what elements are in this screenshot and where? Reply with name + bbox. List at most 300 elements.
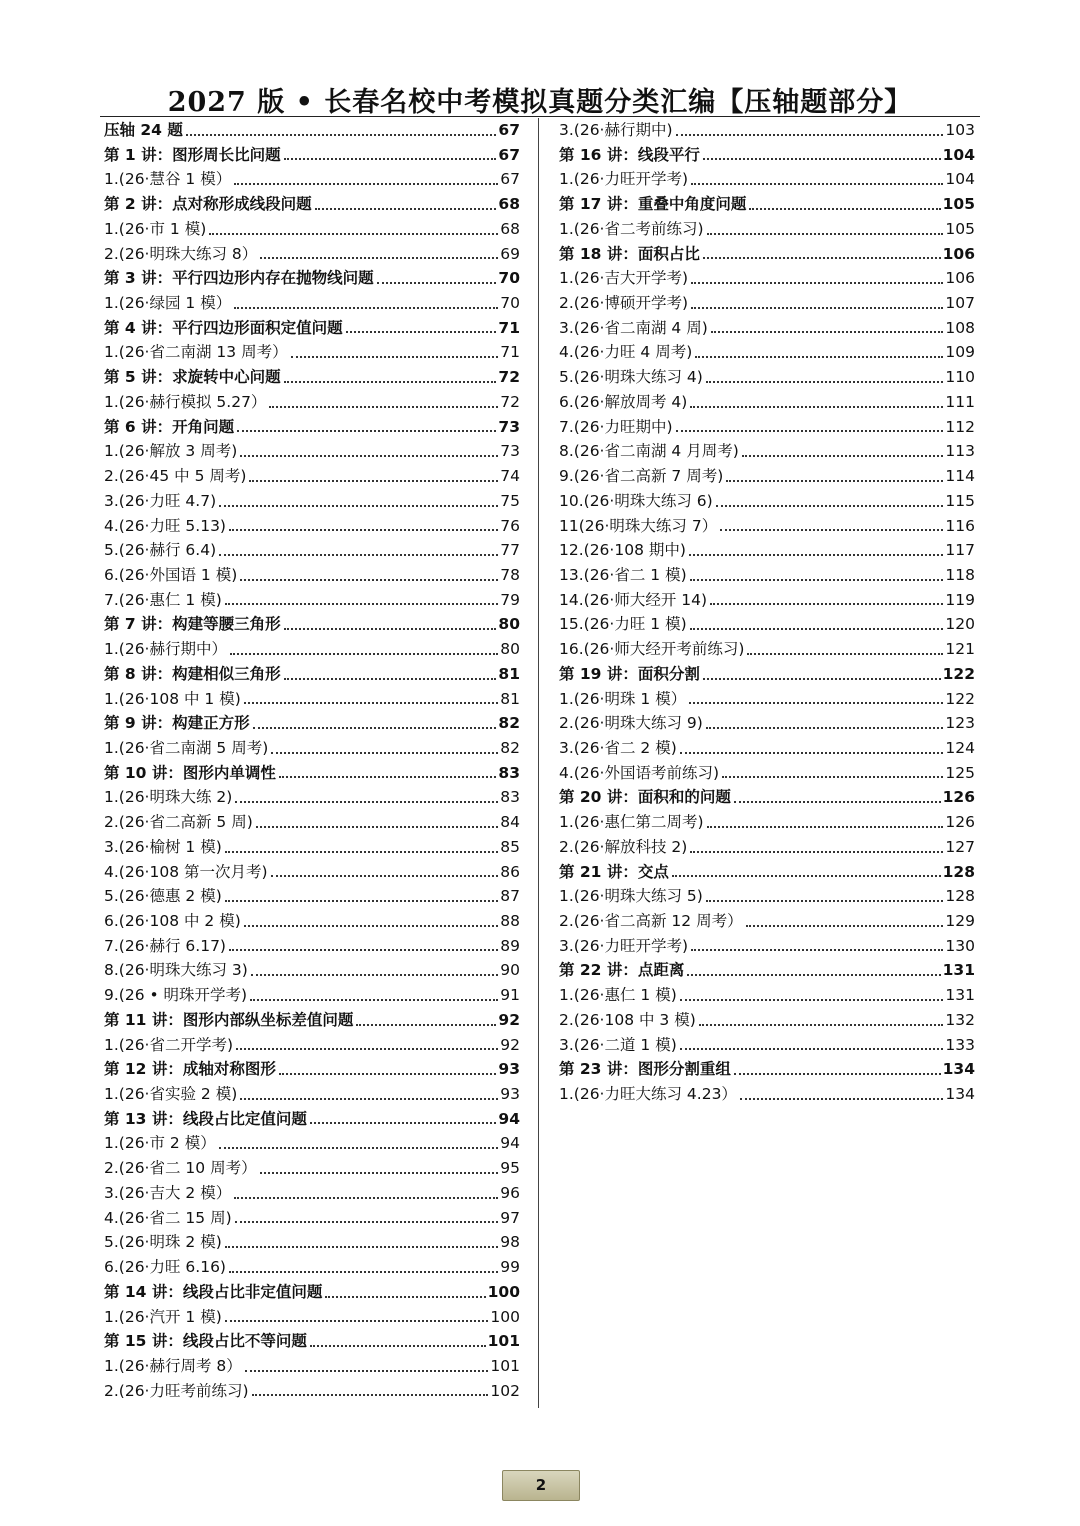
toc-page-number: 81 xyxy=(498,664,520,683)
toc-entry-label: 2.(26·45 中 5 周考) xyxy=(104,467,247,486)
toc-entry-label: 12.(26·108 期中) xyxy=(559,541,686,560)
dot-leader xyxy=(690,851,943,853)
toc-entry[interactable] xyxy=(559,365,975,390)
toc-right-column xyxy=(559,118,975,1107)
toc-entry[interactable] xyxy=(559,1033,975,1058)
dot-leader xyxy=(250,999,498,1001)
toc-section-heading[interactable] xyxy=(104,1008,520,1033)
toc-page-number: 129 xyxy=(945,912,975,930)
dot-leader xyxy=(690,406,943,408)
toc-entry[interactable] xyxy=(559,439,975,464)
toc-entry-label: 第 2 讲：点对称形成线段问题 xyxy=(104,195,312,214)
dot-leader xyxy=(734,1073,941,1075)
dot-leader xyxy=(240,455,498,457)
toc-section-heading[interactable] xyxy=(104,711,520,736)
toc-entry-label: 1.(26·赫行期中） xyxy=(104,640,227,659)
toc-page-number: 67 xyxy=(498,145,520,164)
toc-page-number: 106 xyxy=(945,269,975,288)
toc-entry-label: 6.(26·108 中 2 模) xyxy=(104,912,241,930)
toc-entry[interactable] xyxy=(559,934,975,959)
toc-entry[interactable] xyxy=(104,588,520,613)
toc-page-number: 105 xyxy=(942,195,975,214)
toc-entry-label: 3.(26·省二南湖 4 周) xyxy=(559,318,708,337)
dot-leader xyxy=(726,480,943,482)
toc-entry-label: 2.(26·108 中 3 模) xyxy=(559,1010,696,1029)
toc-entry-label: 15.(26·力旺 1 模) xyxy=(559,615,687,634)
toc-entry-label: 7.(26·赫行 6.17) xyxy=(104,936,226,955)
dot-leader xyxy=(676,430,944,432)
toc-entry-label: 3.(26·榆树 1 模) xyxy=(104,837,222,856)
dot-leader xyxy=(284,628,497,630)
toc-section-heading[interactable] xyxy=(104,1057,520,1082)
toc-entry[interactable] xyxy=(559,711,975,736)
toc-page-number: 126 xyxy=(942,788,975,807)
toc-page-number: 67 xyxy=(498,121,520,139)
toc-page-number: 79 xyxy=(500,590,520,609)
toc-page-number: 127 xyxy=(945,837,975,856)
toc-entry[interactable] xyxy=(104,514,520,539)
dot-leader xyxy=(356,1024,496,1026)
toc-entry[interactable] xyxy=(104,563,520,588)
dot-leader xyxy=(695,356,943,358)
toc-entry-label: 1.(26·省二考前练习) xyxy=(559,219,704,238)
toc-entry[interactable] xyxy=(104,1206,520,1231)
toc-page-number: 103 xyxy=(945,121,975,139)
toc-entry-label: 16.(26·师大经开考前练习) xyxy=(559,640,745,659)
toc-page-number: 120 xyxy=(945,615,975,634)
dot-leader xyxy=(680,1048,944,1050)
dot-leader xyxy=(747,653,943,655)
toc-entry-label: 9.(26·省二高新 7 周考) xyxy=(559,467,724,486)
toc-page-number: 75 xyxy=(500,491,520,510)
toc-page-number: 72 xyxy=(498,368,520,387)
toc-section-heading[interactable] xyxy=(559,785,975,810)
toc-entry[interactable] xyxy=(559,266,975,291)
dot-leader xyxy=(234,1197,498,1199)
toc-page-number: 74 xyxy=(500,467,520,486)
toc-entry[interactable] xyxy=(104,934,520,959)
toc-page-number: 86 xyxy=(500,862,520,881)
toc-section-heading[interactable] xyxy=(104,415,520,440)
toc-entry[interactable] xyxy=(559,415,975,440)
toc-entry-label: 10.(26·明珠大练习 6) xyxy=(559,491,713,510)
toc-entry-label: 8.(26·明珠大练习 3) xyxy=(104,961,248,980)
toc-page-number: 108 xyxy=(945,318,975,337)
toc-entry[interactable] xyxy=(559,736,975,761)
toc-page-number: 72 xyxy=(500,392,520,411)
dot-leader xyxy=(346,331,497,333)
toc-entry-label: 6.(26·力旺 6.16) xyxy=(104,1258,226,1277)
toc-entry-label: 第 20 讲：面积和的问题 xyxy=(559,788,731,807)
toc-page-number: 122 xyxy=(945,689,975,708)
toc-entry[interactable] xyxy=(104,390,520,415)
toc-entry-label: 第 16 讲：线段平行 xyxy=(559,145,700,164)
toc-entry-label: 第 15 讲：线段占比不等问题 xyxy=(104,1332,307,1351)
toc-page-number: 128 xyxy=(942,862,975,881)
toc-entry[interactable] xyxy=(559,612,975,637)
toc-entry[interactable] xyxy=(104,242,520,267)
dot-leader xyxy=(237,430,496,432)
toc-entry[interactable] xyxy=(559,761,975,786)
toc-page-number: 115 xyxy=(945,491,975,510)
dot-leader xyxy=(219,505,498,507)
dot-leader xyxy=(279,776,497,778)
dot-leader xyxy=(260,1172,499,1174)
toc-page-number: 96 xyxy=(500,1183,520,1202)
toc-entry[interactable] xyxy=(104,810,520,835)
toc-entry[interactable] xyxy=(104,736,520,761)
toc-entry-label: 第 4 讲：平行四边形面积定值问题 xyxy=(104,318,343,337)
toc-entry[interactable] xyxy=(559,167,975,192)
dot-leader xyxy=(271,875,499,877)
toc-entry[interactable] xyxy=(104,1156,520,1181)
dot-leader xyxy=(229,1271,498,1273)
toc-page-number: 119 xyxy=(945,590,975,609)
toc-entry[interactable] xyxy=(104,538,520,563)
toc-page-number: 97 xyxy=(500,1208,520,1227)
toc-section-heading[interactable] xyxy=(104,761,520,786)
dot-leader xyxy=(691,183,943,185)
dot-leader xyxy=(225,851,499,853)
toc-entry-label: 4.(26·力旺 4 周考) xyxy=(559,343,693,362)
toc-entry-label: 第 8 讲：构建相似三角形 xyxy=(104,664,281,683)
toc-entry-label: 1.(26·赫行周考 8） xyxy=(104,1356,242,1375)
dot-leader xyxy=(235,801,498,803)
toc-page-number: 131 xyxy=(945,986,975,1005)
toc-section-heading[interactable] xyxy=(559,1057,975,1082)
toc-entry[interactable] xyxy=(559,563,975,588)
toc-entry-label: 8.(26·省二南湖 4 月周考) xyxy=(559,442,739,461)
toc-page-number: 92 xyxy=(498,1010,520,1029)
toc-entry-label: 2.(26·省二 10 周考） xyxy=(104,1159,257,1178)
toc-entry[interactable] xyxy=(104,884,520,909)
toc-page-number: 80 xyxy=(500,640,520,659)
toc-section-heading[interactable] xyxy=(104,266,520,291)
dot-leader xyxy=(219,554,498,556)
dot-leader xyxy=(676,134,944,136)
toc-entry-label: 3.(26·赫行期中) xyxy=(559,121,673,139)
dot-leader xyxy=(229,529,498,531)
toc-entry[interactable] xyxy=(559,464,975,489)
toc-section-heading[interactable] xyxy=(559,192,975,217)
dot-leader xyxy=(672,875,941,877)
dot-leader xyxy=(315,208,497,210)
toc-entry[interactable] xyxy=(104,217,520,242)
toc-page-number: 124 xyxy=(945,738,975,757)
dot-leader xyxy=(235,1221,499,1223)
toc-page-number: 70 xyxy=(500,294,520,313)
dot-leader xyxy=(742,455,944,457)
toc-page-number: 123 xyxy=(945,714,975,733)
toc-page-number: 110 xyxy=(945,368,975,387)
toc-entry-label: 第 18 讲：面积占比 xyxy=(559,244,700,263)
toc-page-number: 118 xyxy=(945,565,975,584)
toc-page-number: 99 xyxy=(500,1258,520,1277)
toc-entry-label: 1.(26·省二开学考) xyxy=(104,1035,234,1054)
toc-entry[interactable] xyxy=(559,835,975,860)
toc-section-heading[interactable] xyxy=(104,662,520,687)
toc-page-number: 101 xyxy=(487,1332,520,1351)
dot-leader xyxy=(284,158,497,160)
toc-entry[interactable] xyxy=(104,687,520,712)
dot-leader xyxy=(244,702,499,704)
toc-page-number: 77 xyxy=(500,541,520,560)
toc-entry-label: 3.(26·吉大 2 模） xyxy=(104,1183,232,1202)
toc-page-number: 87 xyxy=(500,887,520,906)
toc-page-number: 94 xyxy=(498,1109,520,1128)
dot-leader xyxy=(245,1370,489,1372)
toc-page-number: 84 xyxy=(500,813,520,832)
toc-entry-label: 7.(26·惠仁 1 模) xyxy=(104,590,222,609)
dot-leader xyxy=(310,1345,486,1347)
dot-leader xyxy=(269,406,498,408)
dot-leader xyxy=(703,257,941,259)
toc-page-number: 104 xyxy=(945,170,975,189)
toc-entry[interactable] xyxy=(559,588,975,613)
toc-page-number: 122 xyxy=(942,664,975,683)
dot-leader xyxy=(691,307,943,309)
toc-page-number: 68 xyxy=(500,219,520,238)
toc-page-number: 68 xyxy=(498,195,520,214)
toc-page-number: 133 xyxy=(945,1035,975,1054)
toc-page-number: 117 xyxy=(945,541,975,560)
toc-entry[interactable] xyxy=(104,1305,520,1330)
toc-page-number: 107 xyxy=(945,294,975,313)
toc-page-number: 93 xyxy=(500,1085,520,1104)
toc-entry-label: 第 23 讲：图形分割重组 xyxy=(559,1060,731,1079)
toc-page-number: 121 xyxy=(945,640,975,659)
toc-entry[interactable] xyxy=(559,983,975,1008)
dot-leader xyxy=(377,282,497,284)
toc-entry[interactable] xyxy=(104,1255,520,1280)
toc-section-heading[interactable] xyxy=(559,662,975,687)
toc-entry[interactable] xyxy=(559,514,975,539)
dot-leader xyxy=(229,949,498,951)
toc-entry-label: 2.(26·明珠大练习 9) xyxy=(559,714,703,733)
toc-entry[interactable] xyxy=(104,785,520,810)
toc-section-heading[interactable] xyxy=(104,612,520,637)
toc-section-heading[interactable] xyxy=(559,958,975,983)
toc-entry-label: 1.(26·惠仁第二周考) xyxy=(559,813,704,832)
toc-entry[interactable] xyxy=(104,1033,520,1058)
toc-entry[interactable] xyxy=(104,637,520,662)
toc-entry-label: 5.(26·赫行 6.4) xyxy=(104,541,217,560)
dot-leader xyxy=(291,356,499,358)
toc-entry[interactable] xyxy=(559,217,975,242)
toc-entry-label: 第 5 讲：求旋转中心问题 xyxy=(104,368,281,387)
toc-page-number: 112 xyxy=(945,417,975,436)
toc-entry-label: 2.(26·省二高新 12 周考） xyxy=(559,912,743,930)
toc-entry[interactable] xyxy=(104,464,520,489)
toc-entry[interactable] xyxy=(104,167,520,192)
toc-entry-label: 1.(26·市 2 模） xyxy=(104,1134,216,1153)
dot-leader xyxy=(244,925,499,927)
toc-section-heading[interactable] xyxy=(104,316,520,341)
toc-page-number: 95 xyxy=(500,1159,520,1178)
toc-page-number: 131 xyxy=(942,961,975,980)
toc-section-heading[interactable] xyxy=(559,242,975,267)
toc-entry[interactable] xyxy=(559,316,975,341)
toc-page-number: 126 xyxy=(945,813,975,832)
dot-leader xyxy=(284,381,497,383)
toc-page-number: 130 xyxy=(945,936,975,955)
dot-leader xyxy=(256,826,499,828)
toc-section-heading[interactable] xyxy=(104,1107,520,1132)
dot-leader xyxy=(249,480,498,482)
toc-entry-label: 1.(26·力旺开学考) xyxy=(559,170,689,189)
toc-entry-label: 压轴 24 题 xyxy=(104,121,183,139)
toc-page-number: 105 xyxy=(945,219,975,238)
toc-entry[interactable] xyxy=(559,810,975,835)
toc-entry-label: 1.(26·市 1 模) xyxy=(104,219,207,238)
dot-leader xyxy=(251,974,498,976)
dot-leader xyxy=(260,257,498,259)
toc-entry[interactable] xyxy=(559,538,975,563)
dot-leader xyxy=(240,1098,498,1100)
toc-entry-label: 第 22 讲：点距离 xyxy=(559,961,685,980)
toc-entry[interactable] xyxy=(559,687,975,712)
toc-entry[interactable] xyxy=(104,1379,520,1404)
toc-entry-label: 1.(26·绿园 1 模） xyxy=(104,294,232,313)
toc-entry[interactable] xyxy=(104,1354,520,1379)
dot-leader xyxy=(734,801,941,803)
toc-entry[interactable] xyxy=(104,835,520,860)
toc-entry-label: 1.(26·力旺大练习 4.23） xyxy=(559,1085,737,1104)
toc-entry[interactable] xyxy=(104,340,520,365)
toc-entry[interactable] xyxy=(559,1082,975,1107)
dot-leader xyxy=(687,974,940,976)
toc-entry[interactable] xyxy=(559,390,975,415)
toc-entry-label: 第 21 讲：交点 xyxy=(559,862,669,881)
toc-entry-label: 第 13 讲：线段占比定值问题 xyxy=(104,1109,307,1128)
dot-leader xyxy=(240,579,498,581)
toc-entry[interactable] xyxy=(559,637,975,662)
toc-entry[interactable] xyxy=(559,489,975,514)
toc-page-number: 93 xyxy=(498,1060,520,1079)
toc-entry-label: 2.(26·解放科技 2) xyxy=(559,837,688,856)
toc-entry[interactable] xyxy=(104,1181,520,1206)
toc-page-number: 89 xyxy=(500,936,520,955)
toc-section-heading[interactable] xyxy=(104,143,520,168)
toc-entry[interactable] xyxy=(559,291,975,316)
toc-entry-label: 第 11 讲：图形内部纵坐标差值问题 xyxy=(104,1010,354,1029)
toc-section-heading[interactable] xyxy=(104,1329,520,1354)
toc-page-number: 98 xyxy=(500,1233,520,1252)
toc-section-heading[interactable] xyxy=(559,143,975,168)
toc-section-heading[interactable] xyxy=(104,192,520,217)
toc-entry-label: 第 6 讲：开角问题 xyxy=(104,417,235,436)
column-divider xyxy=(538,118,539,1408)
toc-page-number: 69 xyxy=(500,244,520,263)
toc-entry-label: 1.(26·省二南湖 5 周考) xyxy=(104,738,269,757)
toc-page-number: 134 xyxy=(945,1085,975,1104)
toc-entry[interactable] xyxy=(104,489,520,514)
dot-leader xyxy=(284,678,497,680)
toc-entry-label: 1.(26·明珠 1 模） xyxy=(559,689,687,708)
dot-leader xyxy=(225,603,499,605)
toc-entry[interactable] xyxy=(559,1008,975,1033)
toc-page-number: 94 xyxy=(500,1134,520,1153)
toc-entry-label: 第 9 讲：构建正方形 xyxy=(104,714,250,733)
toc-page-number: 73 xyxy=(498,417,520,436)
toc-page-number: 80 xyxy=(498,615,520,634)
toc-entry-label: 4.(26·外国语考前练习) xyxy=(559,763,720,782)
toc-entry[interactable] xyxy=(104,439,520,464)
toc-page-number: 100 xyxy=(490,1307,520,1326)
dot-leader xyxy=(253,727,497,729)
toc-entry[interactable] xyxy=(559,884,975,909)
toc-entry[interactable] xyxy=(104,860,520,885)
dot-leader xyxy=(186,134,497,136)
dot-leader xyxy=(746,925,944,927)
toc-page-number: 92 xyxy=(500,1035,520,1054)
dot-leader xyxy=(690,628,944,630)
dot-leader xyxy=(722,776,943,778)
dot-leader xyxy=(680,999,944,1001)
toc-page-number: 70 xyxy=(498,269,520,288)
toc-entry[interactable] xyxy=(104,958,520,983)
toc-page-number: 88 xyxy=(500,912,520,930)
toc-entry[interactable] xyxy=(559,909,975,934)
toc-entry-label: 1.(26·省二南湖 13 周考） xyxy=(104,343,288,362)
toc-entry[interactable] xyxy=(104,983,520,1008)
toc-entry-label: 3.(26·二道 1 模) xyxy=(559,1035,677,1054)
dot-leader xyxy=(749,208,940,210)
toc-page-number: 76 xyxy=(500,516,520,535)
toc-page-number: 116 xyxy=(945,516,975,535)
dot-leader xyxy=(234,307,498,309)
toc-section-heading[interactable] xyxy=(559,860,975,885)
toc-section-heading[interactable] xyxy=(104,118,520,143)
toc-entry[interactable] xyxy=(104,1131,520,1156)
dot-leader xyxy=(691,949,943,951)
toc-page-number: 67 xyxy=(500,170,520,189)
dot-leader xyxy=(699,1024,944,1026)
dot-leader xyxy=(236,1048,498,1050)
title-underline xyxy=(100,116,980,117)
toc-page-number: 91 xyxy=(500,986,520,1005)
toc-page-number: 132 xyxy=(945,1010,975,1029)
toc-entry-label: 3.(26·力旺 4.7) xyxy=(104,491,217,510)
toc-section-heading[interactable] xyxy=(104,365,520,390)
toc-entry-label: 11(26·明珠大练习 7） xyxy=(559,516,718,535)
dot-leader xyxy=(706,727,944,729)
toc-entry-label: 3.(26·省二 2 模) xyxy=(559,738,677,757)
toc-entry-label: 第 14 讲：线段占比非定值问题 xyxy=(104,1282,323,1301)
toc-entry[interactable] xyxy=(104,1230,520,1255)
toc-page-number: 100 xyxy=(487,1282,520,1301)
dot-leader xyxy=(689,554,943,556)
toc-entry-label: 7.(26·力旺期中) xyxy=(559,417,673,436)
toc-page-number: 83 xyxy=(498,763,520,782)
toc-page-number: 104 xyxy=(942,145,975,164)
toc-entry[interactable] xyxy=(559,118,975,143)
toc-entry-label: 1.(26·惠仁 1 模) xyxy=(559,986,677,1005)
toc-section-heading[interactable] xyxy=(104,1280,520,1305)
toc-entry-label: 4.(26·108 第一次月考) xyxy=(104,862,268,881)
toc-entry-label: 1.(26·吉大开学考) xyxy=(559,269,689,288)
toc-entry[interactable] xyxy=(104,909,520,934)
dot-leader xyxy=(680,752,944,754)
toc-entry[interactable] xyxy=(104,291,520,316)
toc-entry-label: 2.(26·博硕开学考) xyxy=(559,294,689,313)
dot-leader xyxy=(703,678,941,680)
toc-entry-label: 1.(26·解放 3 周考) xyxy=(104,442,238,461)
toc-entry[interactable] xyxy=(104,1082,520,1107)
toc-entry[interactable] xyxy=(559,340,975,365)
toc-page-number: 114 xyxy=(945,467,975,486)
toc-entry-label: 第 17 讲：重叠中角度问题 xyxy=(559,195,747,214)
